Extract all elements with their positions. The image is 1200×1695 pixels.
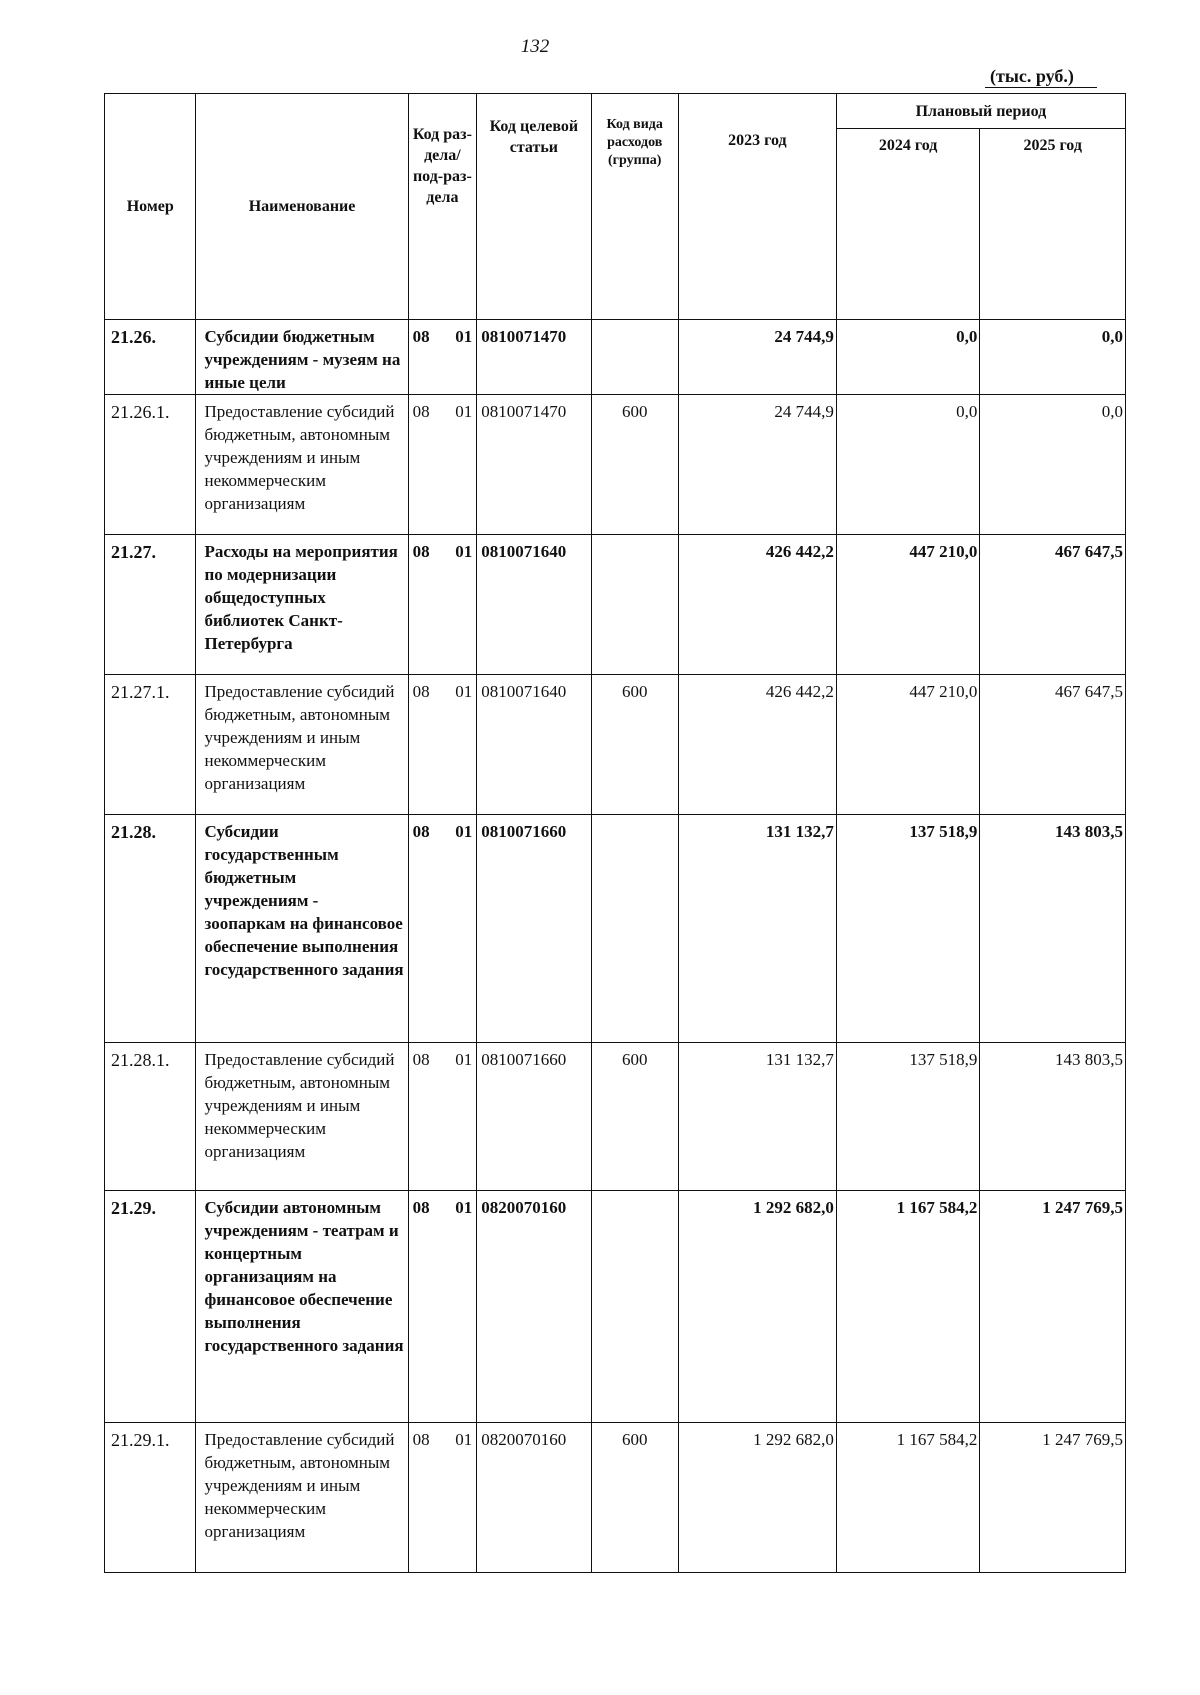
table-row — [105, 815, 1126, 1043]
row-amount-2024: 447 210,0 — [836, 535, 979, 675]
row-amount-2023: 24 744,9 — [678, 395, 836, 535]
row-section-code — [408, 815, 477, 1043]
row-target-code: 0810071640 — [477, 675, 591, 815]
row-amount-2023: 1 292 682,0 — [678, 1191, 836, 1423]
section-code: 08 — [412, 1050, 430, 1069]
header-year-2024: 2024 год — [836, 129, 979, 320]
row-amount-2023: 1 292 682,0 — [678, 1423, 836, 1573]
header-kind-code: Код вида расходов (группа) — [591, 94, 678, 320]
table-row — [105, 1191, 1126, 1423]
row-amount-2023: 131 132,7 — [678, 1043, 836, 1191]
row-amount-2025: 143 803,5 — [980, 815, 1126, 1043]
row-target-code: 0820070160 — [477, 1423, 591, 1573]
row-kind-code — [591, 320, 678, 395]
row-target-code: 0810071660 — [477, 1043, 591, 1191]
row-amount-2023: 131 132,7 — [678, 815, 836, 1043]
row-amount-2023: 426 442,2 — [678, 675, 836, 815]
page-number: 132 — [520, 36, 550, 57]
units-underline — [985, 87, 1097, 88]
row-amount-2024: 0,0 — [836, 320, 979, 395]
row-section-code — [408, 320, 477, 395]
row-section-code — [408, 1043, 477, 1191]
row-amount-2025: 0,0 — [980, 320, 1126, 395]
row-amount-2025: 143 803,5 — [980, 1043, 1126, 1191]
row-kind-code — [591, 815, 678, 1043]
units-label: (тыс. руб.) — [990, 66, 1074, 86]
row-name: Предоставление субсидий бюджетным, автономным учреждениям и иным некоммерческим организациям — [196, 395, 408, 535]
row-kind-code: 600 — [591, 1043, 678, 1191]
row-number: 21.28.1. — [105, 1043, 196, 1191]
row-name: Предоставление субсидий бюджетным, автономным учреждениям и иным некоммерческим организациям — [196, 1423, 408, 1573]
budget-table — [104, 93, 1126, 1573]
table-row — [105, 1423, 1126, 1573]
row-number: 21.26. — [105, 320, 196, 395]
row-target-code: 0810071640 — [477, 535, 591, 675]
row-name: Субсидии бюджетным учреждениям - музеям на иные цели — [196, 320, 408, 395]
row-number: 21.26.1. — [105, 395, 196, 535]
row-number: 21.27.1. — [105, 675, 196, 815]
row-name: Предоставление субсидий бюджетным, автономным учреждениям и иным некоммерческим организациям — [196, 1043, 408, 1191]
row-amount-2025: 467 647,5 — [980, 675, 1126, 815]
section-code: 08 — [412, 402, 430, 421]
row-section-code — [408, 675, 477, 815]
row-target-code: 0810071470 — [477, 320, 591, 395]
row-amount-2023: 426 442,2 — [678, 535, 836, 675]
table-row — [105, 1043, 1126, 1191]
row-amount-2024: 137 518,9 — [836, 815, 979, 1043]
section-code: 08 — [412, 327, 430, 346]
header-target-code: Код целевой статьи — [477, 94, 591, 320]
row-amount-2024: 137 518,9 — [836, 1043, 979, 1191]
row-amount-2024: 447 210,0 — [836, 675, 979, 815]
table-body — [105, 320, 1126, 1573]
row-amount-2025: 467 647,5 — [980, 535, 1126, 675]
row-kind-code: 600 — [591, 675, 678, 815]
table-row — [105, 320, 1126, 395]
row-name: Предоставление субсидий бюджетным, автономным учреждениям и иным некоммерческим организациям — [196, 675, 408, 815]
row-kind-code: 600 — [591, 1423, 678, 1573]
subsection-code: 01 — [455, 402, 473, 421]
row-section-code — [408, 535, 477, 675]
row-amount-2025: 1 247 769,5 — [980, 1191, 1126, 1423]
section-code: 08 — [412, 1198, 430, 1217]
row-target-code: 0810071470 — [477, 395, 591, 535]
row-name: Субсидии автономным учреждениям - театрам и концертным организациям на финансовое обеспечение выполнения государственного задания — [196, 1191, 408, 1423]
row-amount-2025: 1 247 769,5 — [980, 1423, 1126, 1573]
row-target-code: 0820070160 — [477, 1191, 591, 1423]
row-kind-code — [591, 535, 678, 675]
row-target-code: 0810071660 — [477, 815, 591, 1043]
row-kind-code: 600 — [591, 395, 678, 535]
row-name: Субсидии государственным бюджетным учреждениям - зоопаркам на финансовое обеспечение выполнения государственного задания — [196, 815, 408, 1043]
row-number: 21.29. — [105, 1191, 196, 1423]
header-number: Номер — [105, 94, 196, 320]
section-code: 08 — [412, 822, 430, 841]
row-section-code — [408, 1191, 477, 1423]
row-number: 21.28. — [105, 815, 196, 1043]
header-section-code: Код раз-дела/ под-раз-дела — [408, 94, 477, 320]
subsection-code: 01 — [455, 682, 473, 701]
subsection-code: 01 — [455, 822, 473, 841]
row-amount-2024: 0,0 — [836, 395, 979, 535]
row-kind-code — [591, 1191, 678, 1423]
row-section-code — [408, 395, 477, 535]
subsection-code: 01 — [455, 1050, 473, 1069]
row-amount-2023: 24 744,9 — [678, 320, 836, 395]
row-number: 21.29.1. — [105, 1423, 196, 1573]
subsection-code: 01 — [455, 1198, 473, 1217]
header-year-2025: 2025 год — [980, 129, 1126, 320]
row-amount-2024: 1 167 584,2 — [836, 1191, 979, 1423]
header-name: Наименование — [196, 94, 408, 320]
row-amount-2025: 0,0 — [980, 395, 1126, 535]
row-amount-2024: 1 167 584,2 — [836, 1423, 979, 1573]
table-row — [105, 675, 1126, 815]
subsection-code: 01 — [455, 1430, 473, 1449]
row-section-code — [408, 1423, 477, 1573]
table-row — [105, 395, 1126, 535]
row-number: 21.27. — [105, 535, 196, 675]
table-row — [105, 535, 1126, 675]
section-code: 08 — [412, 542, 430, 561]
header-plan-period: Плановый период — [836, 94, 1125, 129]
section-code: 08 — [412, 1430, 430, 1449]
header-year-2023: 2023 год — [678, 94, 836, 320]
section-code: 08 — [412, 682, 430, 701]
row-name: Расходы на мероприятия по модернизации общедоступных библиотек Санкт-Петербурга — [196, 535, 408, 675]
subsection-code: 01 — [455, 542, 473, 561]
subsection-code: 01 — [455, 327, 473, 346]
